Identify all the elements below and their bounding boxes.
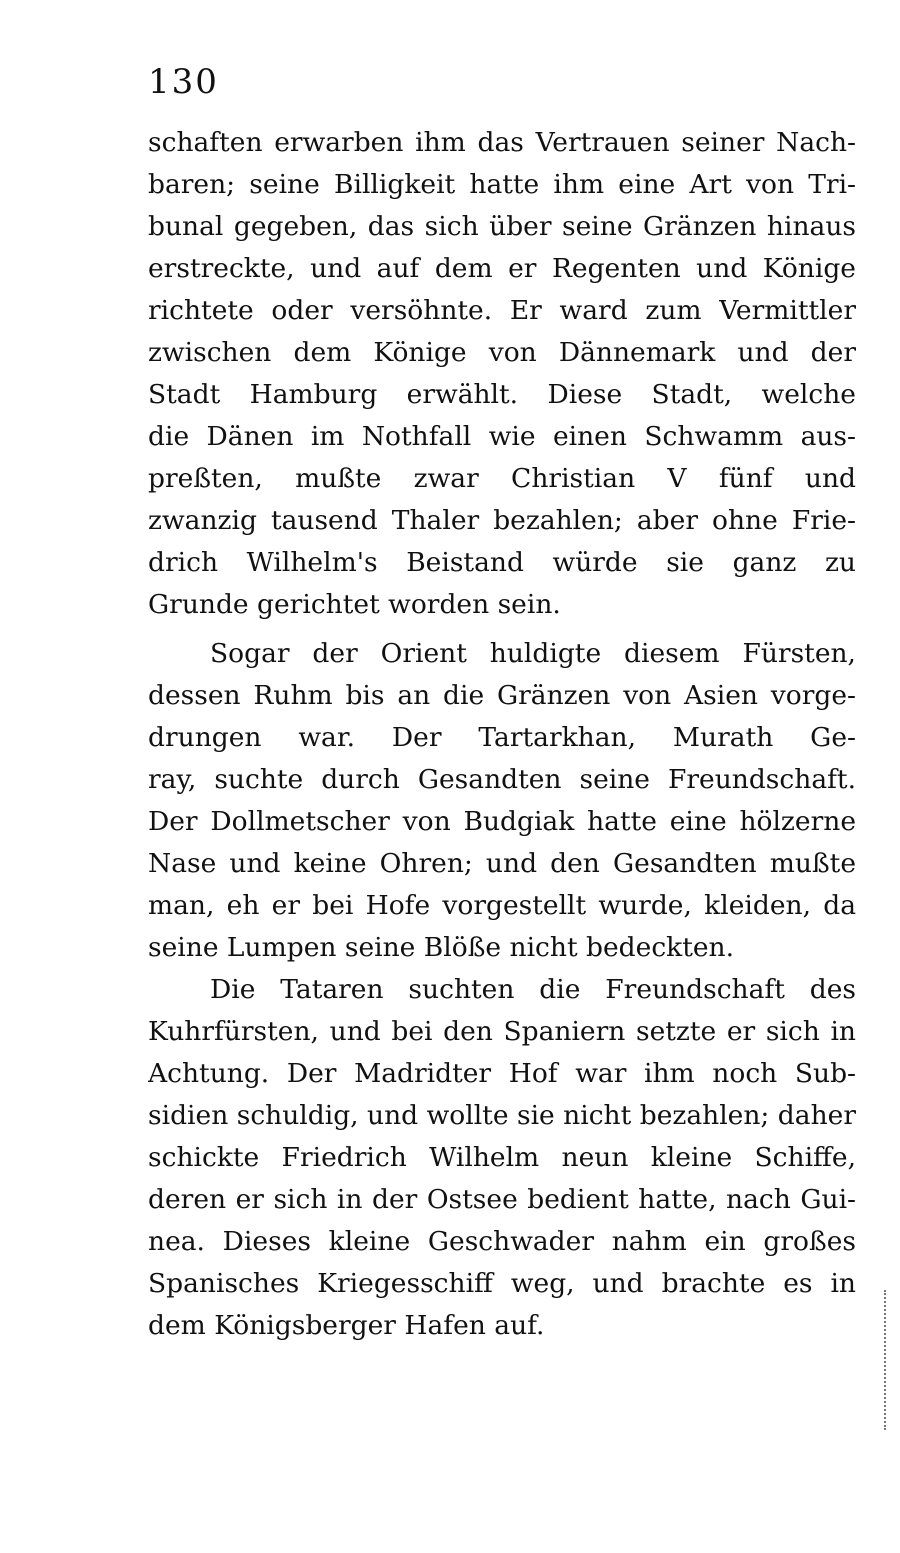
paragraph-1 xyxy=(148,122,856,626)
text-line: dem Königsberger Hafen auf. xyxy=(148,1310,545,1341)
text-line: ray, suchte durch Gesandten seine Freundschaft. xyxy=(148,764,856,795)
margin-scan-marks xyxy=(884,1290,890,1430)
text-line: Nase und keine Ohren; und den Gesandten mußte xyxy=(148,848,856,879)
text-line: sidien schuldig, und wollte sie nicht bezahlen; daher xyxy=(148,1100,856,1131)
text-line: man, eh er bei Hofe vorgestellt wurde, kleiden, da xyxy=(148,890,856,921)
text-line: Der Dollmetscher von Budgiak hatte eine hölzerne xyxy=(148,806,856,837)
text-line: Grunde gerichtet worden sein. xyxy=(148,589,561,620)
text-line: Stadt Hamburg erwählt. Diese Stadt, welche xyxy=(148,379,856,410)
text-line: nea. Dieses kleine Geschwader nahm ein großes xyxy=(148,1226,856,1257)
text-line: richtete oder versöhnte. Er ward zum Vermittler xyxy=(148,295,856,326)
text-line: schickte Friedrich Wilhelm neun kleine Schiffe, xyxy=(148,1142,856,1173)
text-line: Achtung. Der Madridter Hof war ihm noch Sub- xyxy=(148,1058,856,1089)
text-line: Sogar der Orient huldigte diesem Fürsten, xyxy=(210,638,856,669)
text-line: preßten, mußte zwar Christian V fünf und xyxy=(148,463,856,494)
text-line: baren; seine Billigkeit hatte ihm eine Art von Tri- xyxy=(148,169,856,200)
text-line: Spanisches Kriegesschiff weg, und brachte es in xyxy=(148,1268,856,1299)
text-line: deren er sich in der Ostsee bedient hatte, nach Gui- xyxy=(148,1184,856,1215)
text-line: schaften erwarben ihm das Vertrauen seiner Nach- xyxy=(148,127,856,158)
text-line: Kuhrfürsten, und bei den Spaniern setzte er sich in xyxy=(148,1016,856,1047)
text-line: drungen war. Der Tartarkhan, Murath Ge- xyxy=(148,722,856,753)
paragraph-3 xyxy=(148,969,856,1347)
text-line: seine Lumpen seine Blöße nicht bedeckten. xyxy=(148,932,735,963)
text-line: dessen Ruhm bis an die Gränzen von Asien vorge- xyxy=(148,680,856,711)
text-line: drich Wilhelm's Beistand würde sie ganz zu xyxy=(148,547,856,578)
page-number: 130 xyxy=(148,62,219,102)
text-line: zwanzig tausend Thaler bezahlen; aber ohne Frie- xyxy=(148,505,856,536)
paragraph-2 xyxy=(148,633,856,969)
text-line: bunal gegeben, das sich über seine Gränzen hinaus xyxy=(148,211,856,242)
text-line: erstreckte, und auf dem er Regenten und Könige xyxy=(148,253,856,284)
text-line: die Dänen im Nothfall wie einen Schwamm aus- xyxy=(148,421,856,452)
text-line: zwischen dem Könige von Dännemark und der xyxy=(148,337,856,368)
text-line: Die Tataren suchten die Freundschaft des xyxy=(210,974,856,1005)
